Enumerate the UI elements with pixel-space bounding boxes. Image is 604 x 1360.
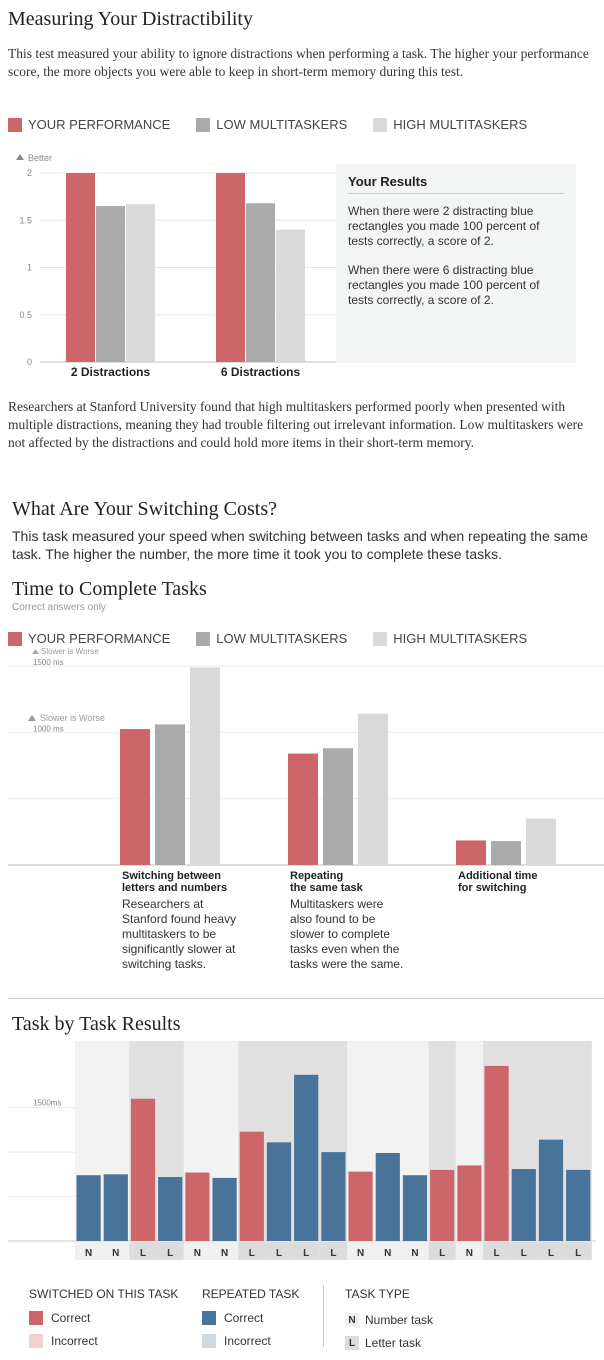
legend-swatch	[8, 632, 22, 646]
slower-arrow-icon	[28, 715, 36, 721]
bar	[155, 724, 185, 865]
task-type-label: L	[139, 1248, 147, 1259]
bar	[288, 754, 318, 865]
legend-low-multitaskers	[196, 631, 347, 646]
bar	[566, 1170, 590, 1241]
your-results-box	[336, 164, 576, 363]
legend-swatch	[29, 1311, 43, 1325]
bar	[77, 1175, 101, 1241]
task-type-label: L	[167, 1248, 174, 1259]
legend-repeated-correct	[202, 1311, 299, 1325]
task-type-label: L	[275, 1248, 283, 1259]
group-label-line: letters and numbers	[122, 882, 228, 894]
legend-divider	[323, 1285, 324, 1347]
task-type-label: L	[520, 1248, 527, 1259]
legend-number-task	[345, 1313, 433, 1327]
group-label-line: the same task	[290, 882, 363, 894]
legend-swatch	[373, 118, 387, 132]
bar	[213, 1178, 237, 1241]
legend-low-multitaskers	[196, 117, 347, 132]
legend-label: Correct	[224, 1311, 264, 1325]
legend-switched-incorrect	[29, 1334, 178, 1348]
task-type-label: N	[220, 1248, 229, 1259]
legend-high-multitaskers	[373, 631, 527, 646]
slower-label-top: Slower is Worse	[41, 647, 99, 656]
task-type-label: N	[193, 1248, 202, 1259]
task-type-label: L	[547, 1248, 555, 1259]
bar	[539, 1140, 563, 1241]
results-6-distractions: When there were 6 distracting blue rectangles you made 100 percent of tests correctly, a score of 2.	[348, 263, 540, 307]
section1-title: Measuring Your Distractibility	[8, 8, 253, 30]
distractibility-chart	[0, 148, 336, 383]
legend-swatch	[196, 632, 210, 646]
group-desc-repeating: Multitaskers were also found to be slower to complete tasks even when the tasks were the same.	[290, 897, 404, 971]
task-type-label: N	[112, 1248, 120, 1259]
group-desc-switching: Researchers at Stanford found heavy multitaskers to be significantly slower at switching tasks.	[122, 897, 237, 971]
group-label-additional	[458, 870, 537, 894]
task-type-label: N	[384, 1248, 392, 1259]
group-label-line: Repeating	[290, 870, 344, 882]
task-type-label: N	[84, 1248, 93, 1259]
results-2-distractions: When there were 2 distracting blue rectangles you made 100 percent of tests correctly, a score of 2.	[348, 204, 540, 248]
slower-label: Slower is Worse	[40, 713, 105, 723]
bar	[131, 1099, 155, 1241]
legend-switched	[29, 1287, 178, 1357]
legend-label: LOW MULTITASKERS	[216, 117, 348, 132]
group-label-switching	[122, 870, 227, 894]
chart2-subtitle: Correct answers only	[12, 602, 106, 613]
chart2-title: Time to Complete Tasks	[12, 578, 207, 600]
bar	[358, 714, 388, 865]
legend-swatch	[202, 1311, 216, 1325]
x-category-label: 2 Distractions	[70, 365, 151, 379]
section-divider	[8, 998, 604, 999]
bar	[104, 1174, 128, 1241]
bar	[158, 1177, 182, 1241]
task-type-label: L	[439, 1248, 446, 1259]
bar	[430, 1170, 454, 1241]
y-tick-label: 1000 ms	[33, 724, 64, 734]
legend-swatch	[196, 118, 210, 132]
bar	[403, 1175, 427, 1241]
group-label-repeating	[290, 870, 363, 894]
bar	[526, 819, 556, 865]
y-tick-label: 0.5	[19, 309, 32, 320]
bar	[457, 1165, 481, 1241]
legend-label: HIGH MULTITASKERS	[393, 117, 528, 132]
y-tick-label: 1	[26, 262, 32, 273]
legend-switched-title: SWITCHED ON THIS TASK	[29, 1287, 179, 1301]
bar	[321, 1152, 345, 1241]
legend-task-type	[345, 1287, 433, 1359]
legend-switched-correct	[29, 1311, 178, 1325]
better-label: Better	[28, 153, 53, 163]
task-type-label: L	[575, 1248, 582, 1259]
y-tick-label: 2	[26, 168, 32, 178]
task-type-label: L	[248, 1248, 255, 1259]
task-type-label: N	[356, 1248, 365, 1259]
legend-label: HIGH MULTITASKERS	[393, 631, 528, 646]
legend-swatch	[373, 632, 387, 646]
section3-title: Task by Task Results	[12, 1013, 181, 1035]
number-task-badge: N	[345, 1313, 359, 1327]
task-by-task-chart	[0, 1040, 604, 1262]
legend-repeated-incorrect	[202, 1334, 299, 1348]
letter-task-badge: L	[345, 1336, 359, 1350]
results-title: Your Results	[348, 174, 564, 194]
y-tick-label: 1500 ms	[33, 658, 64, 667]
legend-repeated	[202, 1287, 299, 1357]
better-arrow-icon	[16, 154, 24, 160]
bar	[294, 1075, 318, 1241]
legend-label: Incorrect	[51, 1334, 98, 1348]
bar	[190, 667, 220, 865]
legend-swatch	[8, 118, 22, 132]
section2-legend	[8, 631, 553, 646]
bar	[66, 173, 95, 362]
legend-label: LOW MULTITASKERS	[216, 631, 348, 646]
section2-intro: This task measured your speed when switching between tasks and when repeating the same task. The higher the number, the more time it took you to complete these tasks.	[12, 528, 588, 562]
legend-label: YOUR PERFORMANCE	[28, 631, 171, 646]
bar	[485, 1066, 509, 1241]
bar	[456, 840, 486, 865]
y-tick-label: 1.5	[19, 215, 32, 226]
bar	[349, 1172, 373, 1241]
slower-arrow-icon	[32, 649, 39, 654]
legend-repeated-title: REPEATED TASK	[202, 1287, 300, 1301]
section1-outro: Researchers at Stanford University found that high multitaskers performed poorly when presented with multiple distractions, meaning they had trouble filtering out irrelevant information. Low multitaskers were not affected by the distractions and could hold more items in their short-term memory.	[8, 399, 584, 450]
legend-tasktype-title: TASK TYPE	[345, 1287, 410, 1301]
x-category-label: 6 Distractions	[220, 365, 301, 379]
bar	[126, 204, 155, 362]
section1-intro: This test measured your ability to ignore distractions when performing a task. The higher your performance score, the more objects you were able to keep in short-term memory during this test.	[8, 46, 589, 79]
bar	[185, 1173, 209, 1241]
task-type-label: L	[493, 1248, 500, 1259]
bar	[512, 1169, 536, 1241]
legend-swatch	[202, 1334, 216, 1348]
legend-high-multitaskers	[373, 117, 527, 132]
group-label-line: Additional time	[458, 870, 538, 882]
legend-your-performance	[8, 117, 170, 132]
legend-label: YOUR PERFORMANCE	[28, 117, 171, 132]
legend-label: Number task	[365, 1313, 434, 1327]
task-type-label: L	[303, 1248, 310, 1259]
bar	[323, 748, 353, 865]
section1-legend	[8, 117, 553, 132]
y-tick-label: 1500ms	[33, 1098, 62, 1108]
legend-swatch	[29, 1334, 43, 1348]
bar	[267, 1142, 291, 1241]
bar	[216, 173, 245, 362]
legend-your-performance	[8, 631, 170, 646]
bar	[96, 206, 125, 362]
bar	[276, 230, 305, 362]
task-type-label: N	[411, 1248, 419, 1259]
section2-title: What Are Your Switching Costs?	[12, 498, 277, 520]
bar	[491, 841, 521, 865]
task-type-label: N	[465, 1248, 474, 1259]
legend-letter-task	[345, 1336, 433, 1350]
task-type-label: L	[330, 1248, 337, 1259]
y-tick-label: 0	[26, 357, 32, 367]
time-to-complete-chart	[0, 645, 604, 870]
bar	[246, 203, 275, 362]
bar	[240, 1132, 264, 1241]
group-label-line: Switching between	[122, 870, 222, 882]
bar	[120, 729, 150, 865]
bar	[376, 1153, 400, 1241]
legend-label: Correct	[51, 1311, 91, 1325]
legend-label: Letter task	[365, 1336, 422, 1350]
legend-label: Incorrect	[224, 1334, 271, 1348]
group-label-line: for switching	[458, 882, 527, 894]
